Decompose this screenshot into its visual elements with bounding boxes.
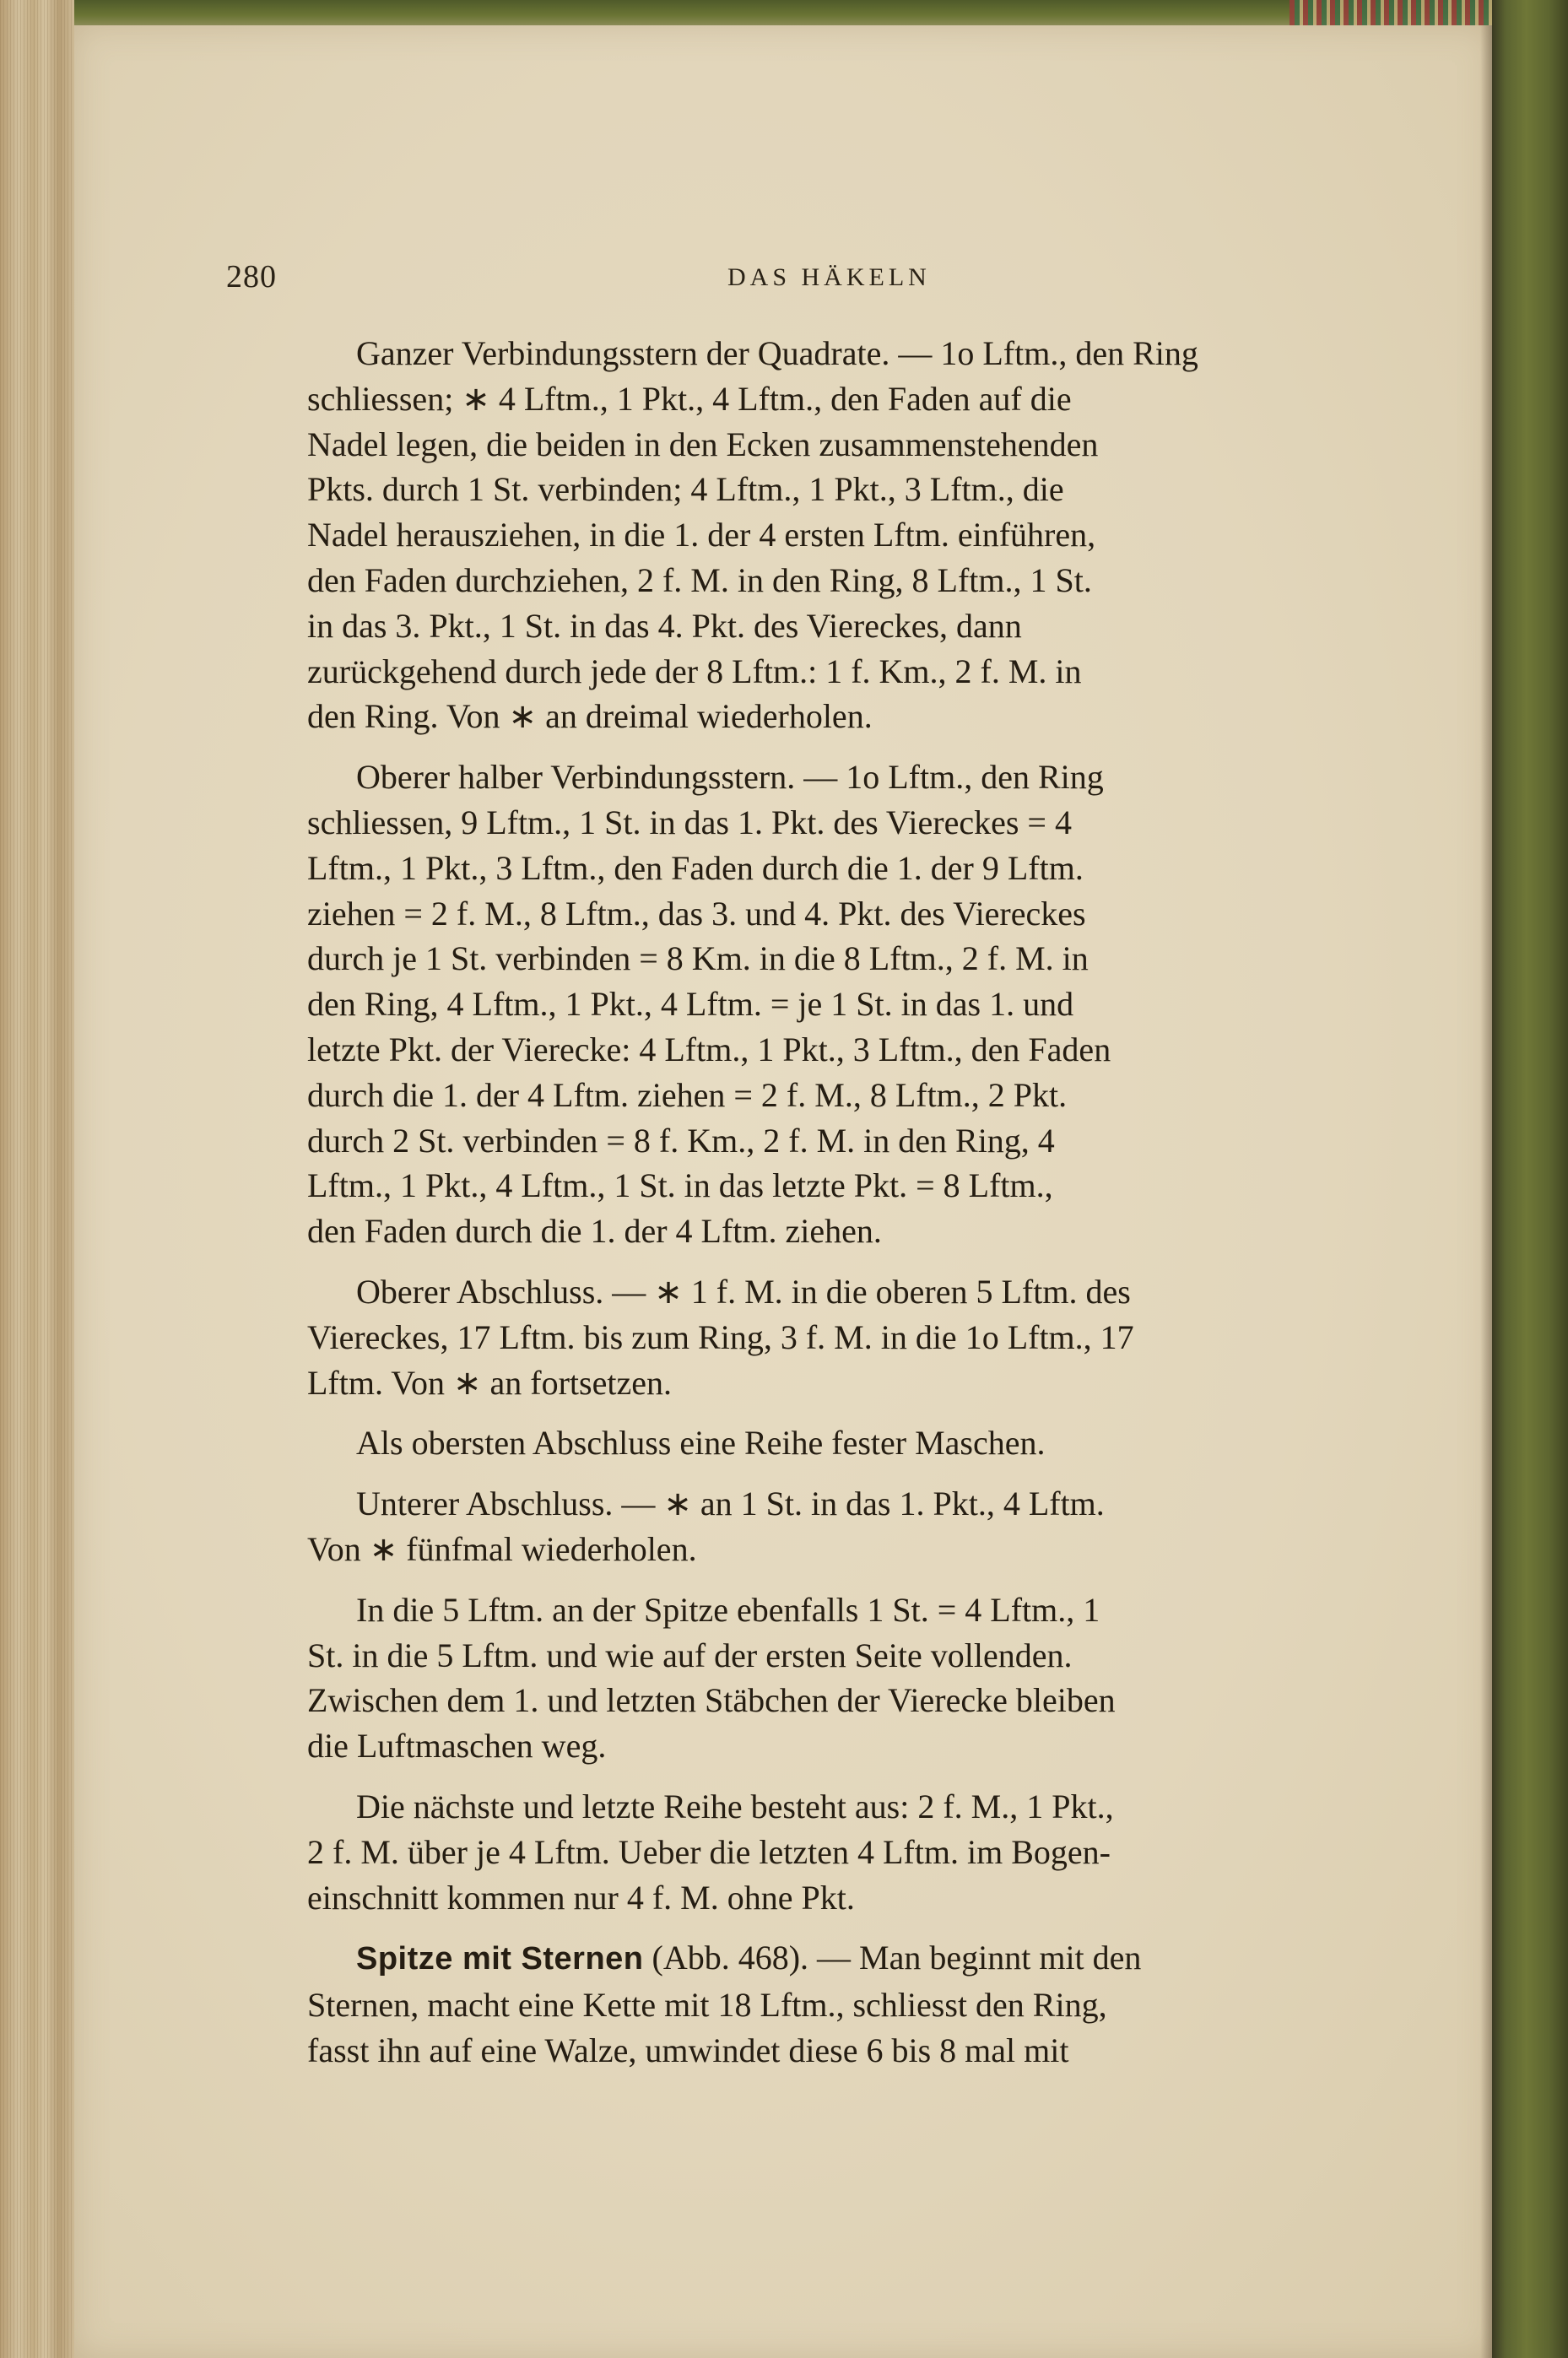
page-header (226, 258, 1398, 300)
text-line: letzte Pkt. der Vierecke: 4 Lftm., 1 Pkt., 3 Lftm., den Faden (307, 1030, 1111, 1068)
book-cover-right (1492, 0, 1568, 2358)
text-line: schliessen; ∗ 4 Lftm., 1 Pkt., 4 Lftm., den Faden auf die (307, 379, 1072, 418)
text-line: Nadel herausziehen, in die 1. der 4 ersten Lftm. einführen, (307, 516, 1096, 554)
text-line: zurückgehend durch jede der 8 Lftm.: 1 f. Km., 2 f. M. in (307, 652, 1082, 690)
running-title: DAS HÄKELN (727, 263, 931, 291)
text-line: ziehen = 2 f. M., 8 Lftm., das 3. und 4. Pkt. des Viereckes (307, 894, 1086, 933)
text-line: Pkts. durch 1 St. verbinden; 4 Lftm., 1 Pkt., 3 Lftm., die (307, 470, 1064, 509)
text-line: Die nächste und letzte Reihe besteht aus: 2 f. M., 1 Pkt., (356, 1787, 1114, 1825)
bookmark-ribbon (1290, 0, 1492, 25)
text-line: In die 5 Lftm. an der Spitze ebenfalls 1 St. = 4 Lftm., 1 (356, 1590, 1100, 1629)
text-line: den Faden durch die 1. der 4 Lftm. ziehen. (307, 1212, 882, 1251)
text-line: den Ring. Von ∗ an dreimal wiederholen. (307, 697, 873, 736)
text-line: Als obersten Abschluss eine Reihe fester Maschen. (356, 1424, 1046, 1463)
text-line: in das 3. Pkt., 1 St. in das 4. Pkt. des Viereckes, dann (307, 606, 1022, 645)
paragraph-oberer-abschluss (307, 1269, 1398, 1405)
text-line: Nadel legen, die beiden in den Ecken zusammenstehenden (307, 425, 1099, 463)
page-number: 280 (226, 259, 277, 295)
text-line: Sternen, macht eine Kette mit 18 Lftm., schliesst den Ring, (307, 1986, 1107, 2025)
text-line: Lftm., 1 Pkt., 4 Lftm., 1 St. in das letzte Pkt. = 8 Lftm., (307, 1166, 1053, 1205)
text-line: Viereckes, 17 Lftm. bis zum Ring, 3 f. M. in die 1o Lftm., 17 (307, 1317, 1134, 1356)
text-line: Oberer halber Verbindungsstern. — 1o Lftm., den Ring (356, 758, 1104, 797)
text-line: schliessen, 9 Lftm., 1 St. in das 1. Pkt. des Viereckes = 4 (307, 803, 1072, 841)
paragraph-naechste-reihe (307, 1784, 1398, 1920)
text-line: Lftm., 1 Pkt., 3 Lftm., den Faden durch die 1. der 9 Lftm. (307, 848, 1084, 887)
text-line: fasst ihn auf eine Walze, umwindet diese 6 bis 8 mal mit (307, 2031, 1069, 2069)
text-run: (Abb. 468). — Man beginnt mit den (643, 1939, 1142, 1977)
text-line: St. in die 5 Lftm. und wie auf der ersten Seite vollenden. (307, 1636, 1073, 1674)
paragraph-spitze-lftm (307, 1587, 1398, 1769)
paragraph-unterer-abschluss (307, 1481, 1398, 1572)
text-line: den Faden durchziehen, 2 f. M. in den Ring, 8 Lftm., 1 St. (307, 560, 1092, 599)
page-body (307, 331, 1398, 2089)
book-page-edges (0, 0, 74, 2358)
paragraph-oberster-abschluss (307, 1420, 1398, 1466)
paragraph-spitze-mit-sternen (307, 1935, 1398, 2073)
text-line: einschnitt kommen nur 4 f. M. ohne Pkt. (307, 1878, 855, 1917)
text-line: Unterer Abschluss. — ∗ an 1 St. in das 1. Pkt., 4 Lftm. (356, 1485, 1105, 1523)
text-line: durch je 1 St. verbinden = 8 Km. in die 8 Lftm., 2 f. M. in (307, 939, 1089, 978)
text-line: Lftm. Von ∗ an fortsetzen. (307, 1363, 672, 1402)
text-line: Oberer Abschluss. — ∗ 1 f. M. in die oberen 5 Lftm. des (356, 1272, 1131, 1311)
book-cover-top (74, 0, 1492, 25)
text-line: Zwischen dem 1. und letzten Stäbchen der Vierecke bleiben (307, 1681, 1116, 1720)
paragraph-oberer-halber-verbindungsstern (307, 754, 1398, 1254)
text-line: den Ring, 4 Lftm., 1 Pkt., 4 Lftm. = je 1 St. in das 1. und (307, 985, 1074, 1024)
text-line: Von ∗ fünfmal wiederholen. (307, 1529, 697, 1568)
text-line: die Luftmaschen weg. (307, 1727, 607, 1766)
text-line: durch die 1. der 4 Lftm. ziehen = 2 f. M., 8 Lftm., 2 Pkt. (307, 1075, 1068, 1114)
text-line: Ganzer Verbindungsstern der Quadrate. — 1o Lftm., den Ring (356, 334, 1198, 372)
text-line (307, 1935, 1398, 1982)
paragraph-ganzer-verbindungsstern (307, 331, 1398, 739)
section-heading: Spitze mit Sternen (356, 1941, 644, 1977)
text-line: durch 2 St. verbinden = 8 f. Km., 2 f. M. in den Ring, 4 (307, 1121, 1055, 1160)
text-line: 2 f. M. über je 4 Lftm. Ueber die letzten 4 Lftm. im Bogen- (307, 1832, 1111, 1871)
